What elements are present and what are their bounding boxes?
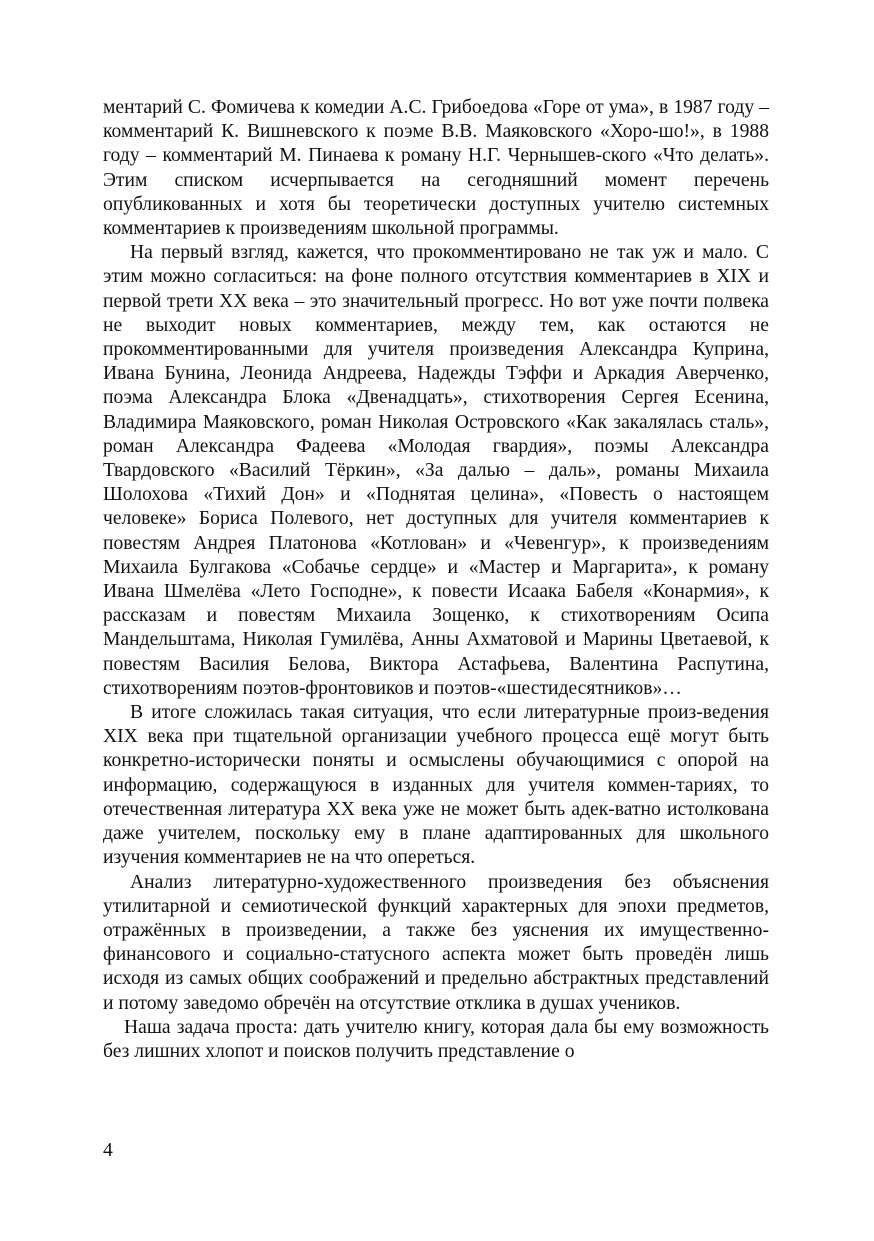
paragraph-analysis: Анализ литературно-художественного произведения без объяснения утилитарной и семиотической функций характерных для эпохи предметов, отражённых в произведении, а также без уяснения их имущественно-финансового и социально-статусного аспекта может быть проведён лишь исходя из самых общих соображений и предельно абстрактных представлений и потому заведомо обречён на отсутствие отклика в душах учеников. <box>103 871 769 1014</box>
paragraph-task: Наша задача проста: дать учителю книгу, которая дала бы ему возможность без лишних хлопот и поисков получить представление о <box>103 1016 769 1062</box>
paragraph-situation: В итоге сложилась такая ситуация, что если литературные произ-ведения XIX века при тщательной организации учебного процесса ещё могут быть конкретно-исторически поняты и осмыслены обучающимися с опорой на информацию, содержащуюся в изданных для учителя коммен-тариях, то отечественная литература XX века уже не может быть адек-ватно истолкована даже учителем, поскольку ему в плане адаптированных для школьного изучения комментариев не на что опереться. <box>103 702 769 869</box>
paragraph-commented-works: На первый взгляд, кажется, что прокомментировано не так уж и мало. С этим можно согласиться: на фоне полного отсутствия комментариев в XIX и первой трети XX века – это значительный прогресс. Но вот уже почти полвека не выходит новых комментариев, между тем, как остаются не прокомментированными для учителя произведения Александра Куприна, Ивана Бунина, Леонида Андреева, Надежды Тэффи и Аркадия Аверченко, поэма Александра Блока «Двенадцать», стихотворения Сергея Есенина, Владимира Маяковского, роман Николая Островского «Как закалялась сталь», роман Александра Фадеева «Молодая гвардия», поэмы Александра Твардовского «Василий Тёркин», «За далью – даль», романы Михаила Шолохова «Тихий Дон» и «Поднятая целина», «Повесть о настоящем человеке» Бориса Полевого, нет доступных для учителя комментариев к повестям Андрея Платонова «Котлован» и «Чевенгур», к произведениям Михаила Булгакова «Собачье сердце» и «Мастер и Маргарита», к роману Ивана Шмелёва «Лето Господне», к повести Исаака Бабеля «Конармия», к рассказам и повестям Михаила Зощенко, к стихотворениям Осипа Мандельштама, Николая Гумилёва, Анны Ахматовой и Марины Цветаевой, к повестям Василия Белова, Виктора Астафьева, Валентина Распутина, стихотворениям поэтов-фронтовиков и поэтов-«шестидесятников»… <box>103 242 769 699</box>
page-body <box>103 96 769 1064</box>
paragraph-continuation: ментарий С. Фомичева к комедии А.С. Грибоедова «Горе от ума», в 1987 году – комментарий К. Вишневского к поэме В.В. Маяковского «Хоро-шо!», в 1988 году – комментарий М. Пинаева к роману Н.Г. Чернышев-ского «Что делать». Этим списком исчерпывается на сегодняшний момент перечень опубликованных и хотя бы теоретически доступных учителю системных комментариев к произведениям школьной программы. <box>103 97 769 240</box>
page-number: 4 <box>103 1140 113 1161</box>
